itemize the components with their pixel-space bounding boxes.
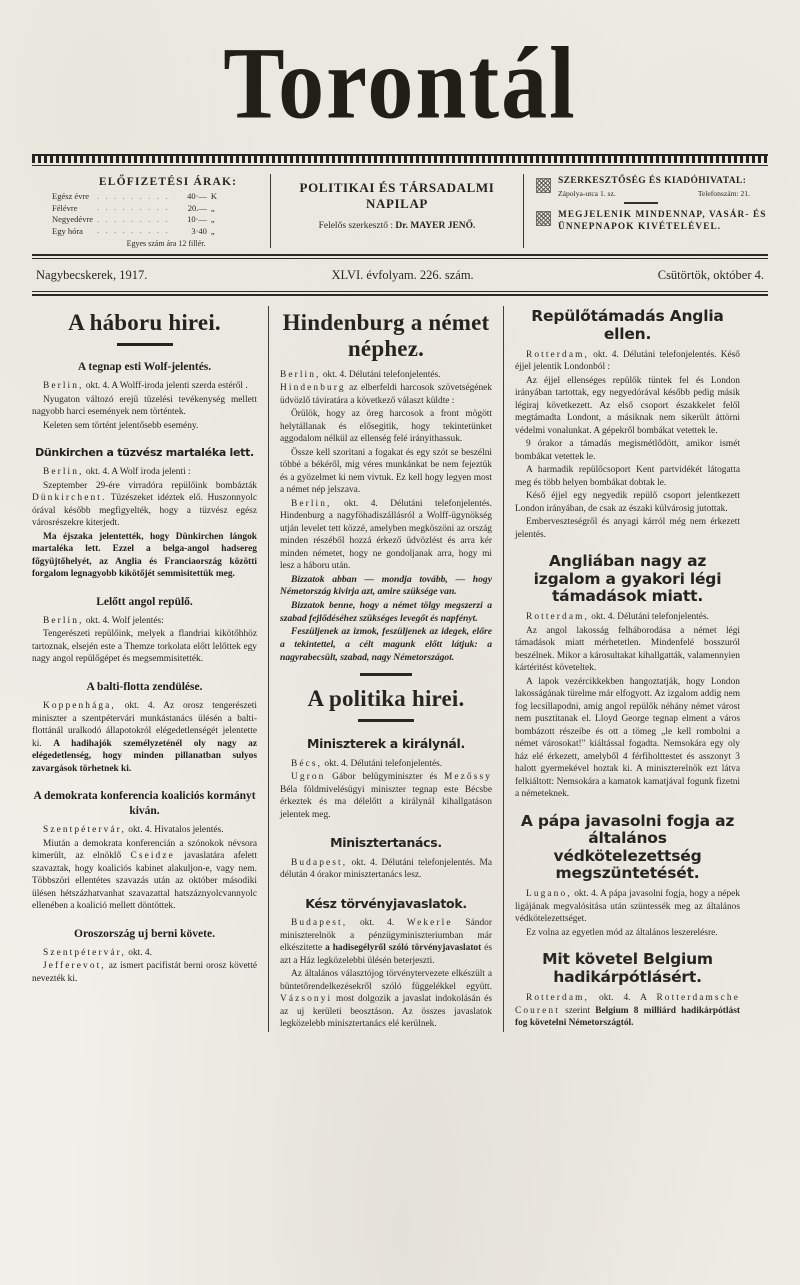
article-paragraph — [515, 611, 740, 624]
dot-leader: . . . . . . . . . — [97, 214, 170, 224]
article-paragraph: Örülök, hogy az öreg harcosok a front mögött helytállanak és elősegitik, hogy tekintetünket aggodalom nélkül az ellenség felé irányithassuk. — [280, 409, 492, 445]
article-paragraph: Késő éjjel egy negyedik repülő csoport jelentkezett London irányában, de csak az északi külvárosig jutottak. — [515, 491, 740, 514]
editor-line — [281, 221, 513, 231]
dateline-lead: Rotterdam, — [526, 993, 589, 1004]
paragraph-text: okt. 4. Délutáni telefonjelentés. Késő éjjel jelentik Londonból : — [515, 349, 740, 373]
price-label: Egész évre — [52, 191, 90, 202]
paragraph-text: Tüzészeket idéztek elő. Huszonnyolc órával később megfigyelték, hogy a tüzvész egész városrészekre kiterjedt. — [32, 493, 257, 529]
paragraph-text: okt. 4. — [347, 918, 407, 929]
paragraph-text: okt. 4. Délutáni telefonjelentés. Ma délután 4 órakor minisztertanács lesz. — [280, 857, 492, 881]
price-label: Félévre — [52, 202, 78, 213]
paragraph-text: szerint — [559, 1005, 596, 1016]
paragraph-text: okt. 4. A Wolf iroda jelenti : — [83, 467, 191, 478]
column-one — [32, 306, 268, 1032]
prices-table — [50, 191, 219, 237]
dateline-lead: Berlin, — [43, 467, 84, 478]
office-address: Zápolya-utca 1. sz. — [558, 189, 616, 199]
dateline-lead: Budapest, — [291, 857, 348, 868]
paragraph-text: és azt a Ház legközelebbi ülésén beterjeszti. — [280, 943, 492, 966]
place-emphasis: Dünkirchent. — [32, 493, 107, 504]
dot-leader: . . . . . . . . . — [97, 191, 170, 201]
article-subhead: Minisztertanács. — [330, 835, 442, 851]
subscription-prices-block — [32, 174, 270, 248]
table-row — [50, 203, 219, 214]
price-currency: „ — [210, 225, 215, 236]
article-quote: Feszüljenek az izmok, feszüljenek az idegek, előre a tekintettel, a célt magunk előtt látjuk: a nagyrabecsült, szabad, nagy Németországot. — [280, 626, 492, 663]
paragraph-text: Sándor miniszterelnök a pénzügyminiszteriumban már elkészitette — [280, 918, 492, 954]
article-paragraph: Keleten sem történt jelentősebb esemény. — [43, 420, 199, 431]
divider — [117, 343, 173, 346]
paragraph-text: okt. 4. Délutáni telefonjelentés. Hindenburg a nagyföhadiszállásról a Wolff-ügynökség utján levelet tett közzé, amelyben megköszöni az ország minden részéből hozzá érkező üdvözlést és arra kér minden németet, hogy ne gondoljanak arra, hogy mi lesz a háboru után. — [280, 498, 492, 572]
price-currency: K — [210, 191, 218, 202]
article-paragraph — [515, 349, 740, 374]
prices-title: ELŐFIZETÉSI ÁRAK: — [98, 176, 238, 189]
office-row — [536, 176, 768, 198]
article-paragraph — [32, 480, 257, 530]
article-paragraph: Az angol lakosság felháborodása a német légi támadások miatt mérhetetlen. Mindenfelé bosszuról beszélnek. Mikor a károsultakat kihallgatták, valamennyien kártéritést követeltek. — [515, 625, 740, 674]
paragraph-text: javaslatára afelett szavaztak, hogy koaliciós kabinet alakuljon-e, vagy nem. Többszöri ellentétes szavazás után az október másodiki ülésen hétszázhatvanhat szavazattal hatszáznyolcvannyolc ellenében a koalició mellett döntöttek. — [32, 851, 257, 912]
dateline-lead: Rotterdam, — [526, 349, 589, 360]
editor-prefix: Felelős szerkesztő : — [318, 221, 393, 232]
table-row — [50, 214, 219, 225]
article-paragraph: A harmadik repülőcsoport Kent partvidékét látogatta meg és több helyen bombákat dobtak le. — [515, 465, 740, 488]
article-paragraph: Az éjjel ellenséges repülők tüntek fel és London irányában tartottak, egy negyedórával később pedig másik légiraj következett. Az első csoport északkelet felől megtámadta Londont, a másiknak nem sikerült áttörni védelmi vonalunkat. A gépekről bombákat vetettek le. — [515, 375, 740, 436]
headline-england-agitation: Angliában nagy az izgalom a gyakori légi támadások miatt. — [533, 552, 722, 606]
single-copy-price: Egyes szám ára 12 fillér. — [126, 239, 206, 249]
dateline-bar — [32, 259, 768, 291]
publication-emphasis: Rotterdamsche Courent — [515, 993, 740, 1016]
divider — [32, 254, 768, 256]
article-paragraph — [280, 857, 492, 882]
ornament-icon — [536, 178, 551, 193]
price-amount: 10·— — [187, 214, 207, 225]
publish-note: MEGJELENIK MINDENNAP, VASÁR- ÉS ÜNNEPNAPOK KIVÉTELÉVEL. — [558, 210, 767, 233]
person-emphasis: Wekerle — [406, 918, 453, 929]
dateline-lead: Berlin, — [43, 381, 84, 392]
paragraph-bold: a hadisegélyről szóló törvényjavaslatot — [325, 943, 482, 954]
paragraph-bold: Ma éjszaka jelentették, hogy Dünkirchen lángok martaléka lett. Ezzel a belga-angol hadsereg főgyüjtőhelyét, az Anglia és Franciaország közötti forgalom legnagyobb kikötőjét semmisitettük meg. — [32, 531, 257, 580]
article-subhead: Lelőtt angol repülő. — [96, 595, 193, 608]
article-paragraph — [32, 615, 257, 628]
paragraph-text: Béla földmivelésügyi miniszter tegnap este Bécsbe érkeztek és ma délelőtt a királynál kihallgatáson jelentek meg. — [280, 784, 492, 820]
dot-leader: . . . . . . . . . — [97, 203, 170, 213]
price-amount: 3·40 — [191, 225, 207, 236]
newspaper-title: Torontál — [223, 25, 577, 140]
column-two — [268, 306, 504, 1032]
article-paragraph — [32, 838, 257, 913]
article-paragraph: A lapok vezércikkekben hangoztatják, hogy London lakosságának türelme már elfogyott. Az izgalom addig nem fog lecsillapodni, amig angol repülők néhány német várost nem pusztitanak el. Lloyd George tegnap elment a város bombázott részeibe és ott a tömeg „le kell rombolni a német városokat!" kiáltással fogadta. Nemsokára egy oly ház elé érkezett, amelyből 4 férfiholttestet és asszonyt 3 halott gyermekével hoztak ki. A miniszterelnök ezt látva felkiáltott: Nemsokára a kamatok kamatjával fogunk fizetni a németeknek. — [515, 676, 740, 800]
price-amount: 40·— — [187, 191, 207, 202]
paragraph-bold: Belgium 8 milliárd hadikárpótlást fog követelni Németországtól. — [515, 1005, 740, 1029]
paragraph-text: az elberfeldi harcosok szövetségének üdvözlő táviratára a következő választ küldte : — [280, 383, 492, 406]
paragraph-text: okt. 4. Délutáni telefonjelentés. — [320, 369, 441, 380]
paragraph-text: okt. 4. Délutáni telefonjelentés. — [322, 758, 443, 769]
article-paragraph — [32, 466, 257, 479]
table-row — [50, 191, 219, 202]
article-paragraph — [280, 771, 492, 821]
dateline-lead: Szentpétervár, — [43, 825, 126, 836]
dateline-place: Nagybecskerek, 1917. — [36, 268, 148, 283]
article-paragraph — [32, 824, 257, 837]
person-emphasis: Cseidze — [130, 851, 175, 862]
article-paragraph — [515, 888, 740, 926]
article-paragraph: Ez volna az egyetlen mód az általános leszerelésre. — [526, 927, 718, 938]
article-columns — [32, 296, 768, 1032]
price-label: Negyedévre — [52, 214, 94, 225]
office-contact — [558, 189, 750, 198]
headline-air-raid-england: Repülőtámadás Anglia ellen. — [531, 307, 724, 343]
dateline-lead: Budapest, — [291, 918, 348, 929]
article-paragraph: Emberveszteségről és anyagi kárról még nem érkezett jelentés. — [515, 517, 740, 540]
article-paragraph — [280, 382, 492, 407]
person-emphasis: Jefferevot, — [43, 961, 106, 972]
divider — [624, 202, 658, 204]
paragraph-text: okt. 4. A Wolff-iroda jelenti szerda estéről . — [83, 381, 248, 392]
article-quote: Bizzatok abban — mondja tovább, — hogy Németország kivirja azt, amire szüksége van. — [280, 573, 492, 598]
paragraph-text: okt. 4. Délutáni telefonjelentés. — [588, 612, 709, 623]
dateline-issue: XLVI. évfolyam. 226. szám. — [331, 268, 474, 283]
paragraph-text: Miután a demokrata konferencián a szónokok névsora kimerült, az elnöklő — [32, 838, 257, 862]
price-amount: 20.— — [187, 202, 207, 213]
article-paragraph — [280, 758, 492, 771]
article-subhead: Miniszterek a királynál. — [307, 736, 465, 752]
person-emphasis: Hindenburg — [280, 383, 346, 394]
masthead-office-block — [524, 174, 768, 248]
article-paragraph — [32, 531, 257, 581]
article-paragraph — [32, 700, 257, 775]
paragraph-text: okt. 4. A pápa javasolni fogja, hogy a népek ligájának megvalósitása után szüntessék meg az általános védkötelezettséget. — [515, 889, 740, 925]
article-subhead: Dünkirchen a tüzvész martaléka lett. — [35, 446, 254, 460]
article-paragraph: Tengerészeti repülőink, melyek a flandriai kikötőhhöz tartoznak, elsején este a Themze torkolata előtt lelőttek egy nagy angol repülőgépet és megsemmisitették. — [32, 629, 257, 665]
article-paragraph — [280, 917, 492, 967]
article-paragraph — [515, 992, 740, 1030]
divider — [358, 719, 414, 722]
section-headline-politics: A politika hirei. — [307, 686, 465, 712]
dateline-lead: Rotterdam, — [526, 612, 589, 623]
masthead-info-bar — [32, 166, 768, 254]
editor-name: Dr. MAYER JENŐ. — [395, 221, 476, 232]
paragraph-text: Az általános választójog törvénytervezete elkészült a büntetőrendelkezésekről szóló függelékkel együtt. — [280, 969, 492, 992]
article-subhead: Oroszország uj berni követe. — [74, 927, 215, 940]
dateline-lead: Szentpétervár, — [43, 947, 126, 958]
article-subhead: Kész törvényjavaslatok. — [305, 895, 467, 911]
paragraph-text: Szeptember 29-ére virradóra repülőink bombázták — [43, 480, 257, 491]
article-paragraph — [280, 498, 492, 573]
column-three — [504, 306, 740, 1032]
dateline-lead: Berlin, — [280, 369, 321, 380]
paragraph-text: okt. 4. Wolf jelentés: — [83, 615, 164, 626]
masthead-center-block — [270, 174, 524, 248]
divider — [32, 291, 768, 292]
article-paragraph — [32, 960, 257, 985]
table-row — [50, 226, 219, 237]
price-currency: „ — [210, 202, 215, 213]
dateline-lead: Koppenhága, — [43, 701, 116, 712]
paragraph-text: okt. 4. A — [588, 993, 657, 1004]
office-phone: Telefonszám: 21. — [697, 189, 750, 199]
paragraph-bold: A hadihajók személyzeténél oly nagy az elégedetlenség, hogy minden pillanatban sulyos zavargások törhetnek ki. — [32, 738, 257, 774]
article-paragraph — [280, 968, 492, 1031]
article-subhead: A balti-flotta zendülése. — [86, 680, 203, 693]
article-paragraph: Össze kell szoritani a fogakat és egy szót se beszélni többé a békéről, mig véres munkánkat be nem fejeztük és a gyözelmet ki nem vivtuk. Ez kell hogy legyen most a német nép jelszava. — [280, 447, 492, 496]
article-paragraph — [32, 380, 257, 393]
ornament-icon — [536, 211, 551, 226]
article-subhead: A tegnap esti Wolf-jelentés. — [77, 360, 212, 373]
paragraph-text: okt. 4. Hivatalos jelentés. — [125, 825, 224, 836]
person-emphasis: Ugron — [291, 772, 326, 783]
person-emphasis: Vázsonyi — [280, 994, 333, 1005]
dateline-lead: Berlin, — [291, 498, 332, 509]
dateline-lead: Berlin, — [43, 615, 84, 626]
headline-pope-proposal: A pápa javasolni fogja az általános védkötelezettség megszüntetését. — [520, 811, 735, 883]
price-currency: „ — [210, 214, 215, 225]
publish-row — [536, 209, 768, 233]
article-paragraph: 9 órakor a támadás megismétlődött, amikor ismét bombákat vetettek le. — [515, 439, 740, 462]
paper-subtitle: POLITIKAI ÉS TÁRSADALMI NAPILAP — [299, 180, 495, 212]
person-emphasis: Mezőssy — [443, 772, 492, 783]
masthead — [32, 0, 768, 140]
divider — [360, 673, 412, 676]
price-label: Egy hóra — [52, 225, 83, 236]
dateline-lead: Lugano, — [526, 889, 572, 900]
paragraph-text: Gábor belügyminiszter és — [325, 772, 444, 783]
dot-leader: . . . . . . . . . — [97, 226, 170, 236]
paragraph-text: okt. 4. — [125, 947, 152, 958]
article-paragraph — [32, 947, 257, 960]
article-quote: Bizzatok benne, hogy a német tölgy megszerzi a szabad fejlődéséhez szükséges levegőt és napfényt. — [280, 600, 492, 624]
headline-hindenburg: Hindenburg a német néphez. — [282, 310, 490, 361]
paragraph-text: okt. 4. Az orosz tengerészeti miniszter a szentpétervári munkástanács ülésén a balti-flottánál uralkodó állapotokról elégedetlenségét jelentette ki. — [32, 701, 257, 749]
section-headline-war-news: A háboru hirei. — [68, 310, 221, 336]
headline-belgium-reparations: Mit követel Belgium hadikárpótlásért. — [542, 950, 713, 986]
article-paragraph: Nyugaton változó erejű tüzelési tevékenység mellett nagyobb harci események nem történtek. — [32, 394, 257, 418]
dateline-lead: Bécs, — [291, 758, 323, 769]
article-paragraph — [280, 369, 492, 382]
office-title: SZERKESZTŐSÉG ÉS KIADÓHIVATAL: — [558, 176, 747, 187]
article-subhead: A demokrata konferencia koaliciós kormányt kiván. — [33, 790, 256, 817]
paragraph-text: most dolgozik a javaslat indokolásán és az uj kerületi beosztáson. Az összes javaslatok legközelebb minisztertanács elé kerülnek. — [280, 994, 492, 1030]
ornamental-divider — [32, 154, 768, 163]
dateline-date: Csütörtök, október 4. — [657, 268, 764, 283]
paragraph-text: az ismert pacifistát berni orosz követté nevezték ki. — [32, 961, 257, 984]
